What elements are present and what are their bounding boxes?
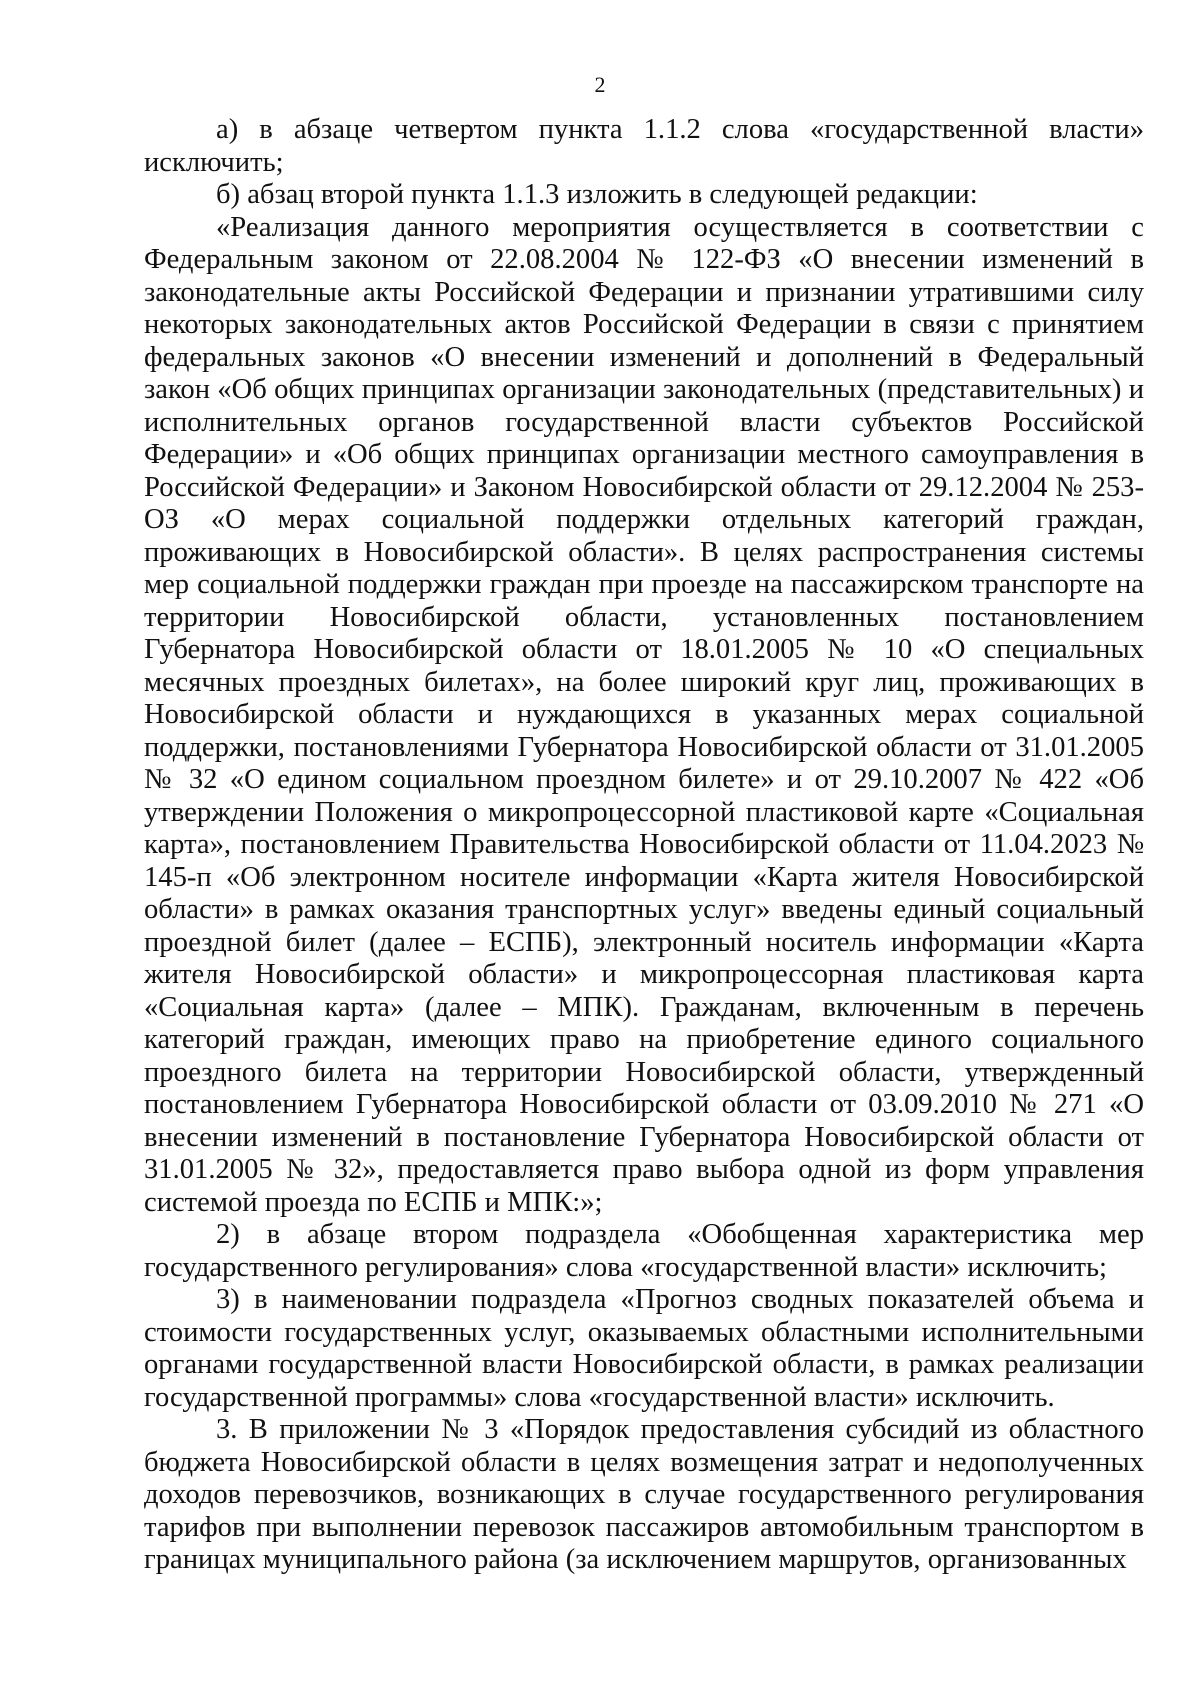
paragraph-section-3: 3. В приложении № 3 «Порядок предоставления субсидий из областного бюджета Новосибирской области в целях возмещения затрат и недополученных доходов перевозчиков, возникающих в случае государственного регулирования тарифов при выполнении перевозок пассажиров автомобильным транспортом в границах муниципального района (за исключением маршрутов, организованных: [144, 1414, 1144, 1575]
paragraph-item-b: б) абзац второй пункта 1.1.3 изложить в следующей редакции:: [216, 179, 978, 210]
document-body: [144, 114, 1144, 1577]
paragraph-item-3: 3) в наименовании подраздела «Прогноз сводных показателей объема и стоимости государственных услуг, оказываемых областными исполнительными органами государственной власти Новосибирской области, в рамках реализации государственной программы» слова «государственной власти» исключить.: [144, 1284, 1144, 1413]
paragraph-quoted-text: «Реализация данного мероприятия осуществляется в соответствии с Федеральным законом от 22.08.2004 № 122-ФЗ «О внесении изменений в законодательные акты Российской Федерации и признании утратившими силу некоторых законодательных актов Российской Федерации в связи с принятием федеральных законов «О внесении изменений и дополнений в Федеральный закон «Об общих принципах организации законодательных (представительных) и исполнительных органов государственной власти субъектов Российской Федерации» и «Об общих принципах организации местного самоуправления в Российской Федерации» и Законом Новосибирской области от 29.12.2004 № 253-ОЗ «О мерах социальной поддержки отдельных категорий граждан, проживающих в Новосибирской области». В целях распространения системы мер социальной поддержки граждан при проезде на пассажирском транспорте на территории Новосибирской области, установленных постановлением Губернатора Новосибирской области от 18.01.2005 № 10 «О специальных месячных проездных билетах», на более широкий круг лиц, проживающих в Новосибирской области и нуждающихся в указанных мерах социальной поддержки, постановлениями Губернатора Новосибирской области от 31.01.2005 № 32 «О едином социальном проездном билете» и от 29.10.2007 № 422 «Об утверждении Положения о микропроцессорной пластиковой карте «Социальная карта», постановлением Правительства Новосибирской области от 11.04.2023 № 145-п «Об электронном носителе информации «Карта жителя Новосибирской области» в рамках оказания транспортных услуг» введены единый социальный проездной билет (далее – ЕСПБ), электронный носитель информации «Карта жителя Новосибирской области» и микропроцессорная пластиковая карта «Социальная карта» (далее – МПК). Гражданам, включенным в перечень категорий граждан, имеющих право на приобретение единого социального проездного билета на территории Новосибирской области, утвержденный постановлением Губернатора Новосибирской области от 03.09.2010 № 271 «О внесении изменений в постановление Губернатора Новосибирской области от 31.01.2005 № 32», предоставляется право выбора одной из форм управления системой проезда по ЕСПБ и МПК:»;: [144, 211, 1144, 1218]
paragraph-item-a: а) в абзаце четвертом пункта 1.1.2 слова «государственной власти» исключить;: [144, 114, 1144, 178]
page-number: 2: [594, 72, 606, 97]
paragraph-item-2: 2) в абзаце втором подраздела «Обобщенная характеристика мер государственного регулирования» слова «государственной власти» исключить;: [144, 1219, 1144, 1283]
